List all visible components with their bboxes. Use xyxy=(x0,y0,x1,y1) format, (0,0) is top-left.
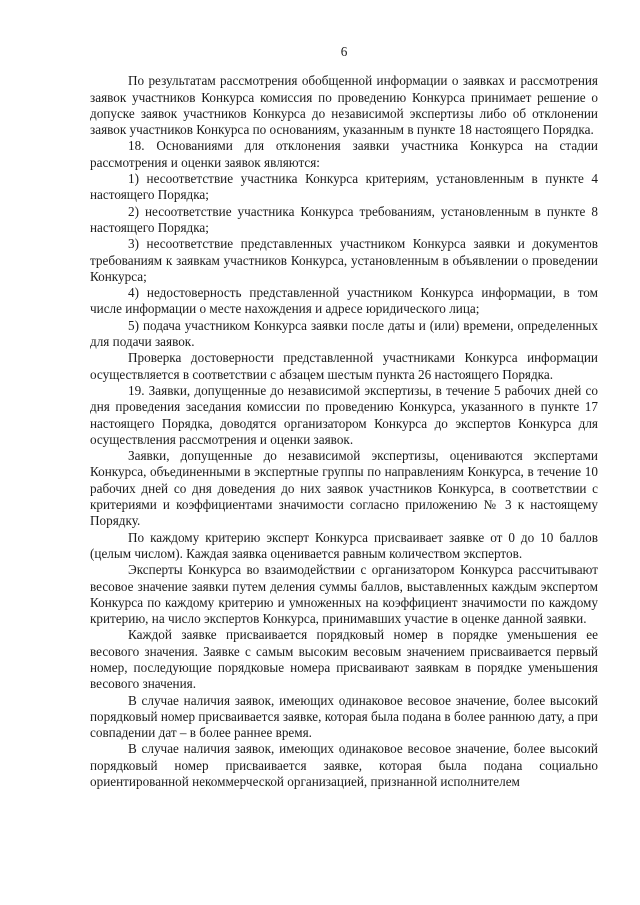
paragraph-item-18: 18. Основаниями для отклонения заявки участника Конкурса на стадии рассмотрения и оценки заявок являются: xyxy=(90,138,598,170)
paragraph-ranking: Каждой заявке присваивается порядковый номер в порядке уменьшения ее весового значения. Заявке с самым высоким весовым значением присваивается первый номер, последующие порядковые номера присваивают заявкам в порядке уменьшения весового значения. xyxy=(90,627,598,692)
paragraph-item-19: 19. Заявки, допущенные до независимой экспертизы, в течение 5 рабочих дней со дня проведения заседания комиссии по проведению Конкурса, указанного в пункте 17 настоящего Порядка, доводятся организатором Конкурса до экспертов Конкурса для осуществления рассмотрения и оценки заявок. xyxy=(90,382,598,447)
paragraph-tie-date: В случае наличия заявок, имеющих одинаковое весовое значение, более высокий порядковый номер присваивается заявке, которая была подана в более раннюю дату, а при совпадении дат – в более раннее время. xyxy=(90,692,598,741)
paragraph-scoring: По каждому критерию эксперт Конкурса присваивает заявке от 0 до 10 баллов (целым числом). Каждая заявка оценивается равным количеством экспертов. xyxy=(90,529,598,561)
paragraph-item-18-1: 1) несоответствие участника Конкурса критериям, установленным в пункте 4 настоящего Порядка; xyxy=(90,171,598,203)
paragraph-verification: Проверка достоверности представленной участниками Конкурса информации осуществляется в соответствии с абзацем шестым пункта 26 настоящего Порядка. xyxy=(90,350,598,382)
paragraph-intro-decision: По результатам рассмотрения обобщенной информации о заявках и рассмотрения заявок участников Конкурса комиссия по проведению Конкурса принимает решение о допуске заявок участников Конкурса до независимой экспертизы либо об отклонении заявок участников Конкурса по основаниям, указанным в пункте 18 настоящего Порядка. xyxy=(90,73,598,138)
paragraph-item-18-4: 4) недостоверность представленной участником Конкурса информации, в том числе информации о месте нахождения и адресе юридического лица; xyxy=(90,285,598,317)
page-number: 6 xyxy=(340,44,348,59)
paragraph-item-18-3: 3) несоответствие представленных участником Конкурса заявки и документов требованиям к заявкам участников Конкурса, установленным в объявлении о проведении Конкурса; xyxy=(90,236,598,284)
paragraph-evaluation: Заявки, допущенные до независимой экспертизы, оцениваются экспертами Конкурса, объединенными в экспертные группы по направлениям Конкурса, в течение 10 рабочих дней со дня доведения до них заявок участников Конкурса, в соответствии с критериями и коэффициентами значимости согласно приложению № 3 к настоящему Порядку. xyxy=(90,448,598,529)
paragraph-weight-calculation: Эксперты Конкурса во взаимодействии с организатором Конкурса рассчитывают весовое значение заявки путем деления суммы баллов, выставленных каждым экспертом Конкурса по каждому критерию и умноженных на коэффициент значимости по каждому критерию, на число экспертов Конкурса, принимавших участие в оценке данной заявки. xyxy=(90,562,598,627)
paragraph-tie-sono: В случае наличия заявок, имеющих одинаковое весовое значение, более высокий порядковый номер присваивается заявке, которая была подана социально ориентированной некоммерческой организацией, признанной исполнителем xyxy=(90,741,598,790)
paragraph-item-18-5: 5) подача участником Конкурса заявки после даты и (или) времени, определенных для подачи заявок. xyxy=(90,317,598,350)
document-page xyxy=(90,44,598,790)
paragraph-item-18-2: 2) несоответствие участника Конкурса требованиям, установленным в пункте 8 настоящего Порядка; xyxy=(90,203,598,235)
